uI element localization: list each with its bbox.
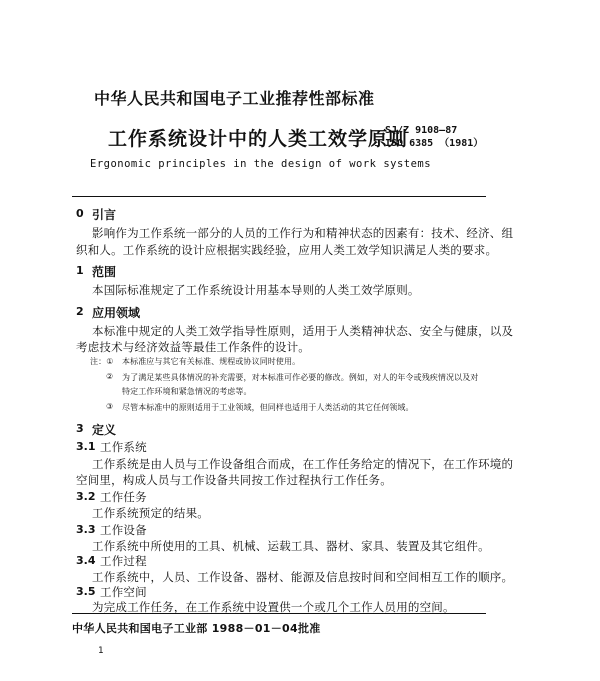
section-1-title: 范围 <box>92 265 117 279</box>
subsection-number: 3.4 <box>76 554 96 567</box>
subsection-title: 工作设备 <box>100 523 147 537</box>
subsection-number: 3.3 <box>76 523 96 536</box>
document-title: 工作系统设计中的人类工效学原则 <box>108 128 409 150</box>
note-1-text: 本标准应与其它有关标准、规程或协议同时使用。 <box>122 357 301 366</box>
english-title: Ergonomic principles in the design of work systems <box>90 158 432 170</box>
subsection-title: 工作任务 <box>100 490 147 504</box>
section-3-number: 3 <box>76 422 84 435</box>
subsection-line: 工作系统是由人员与工作设备组合而成，在工作任务给定的情况下，在工作环境的 <box>92 457 514 471</box>
subsection-number: 3.2 <box>76 490 96 503</box>
subsection-number: 3.5 <box>76 585 96 598</box>
section-0-title: 引言 <box>92 208 117 222</box>
subsection-title: 工作过程 <box>100 554 147 568</box>
note-2-marker: ② <box>106 372 114 381</box>
section-0-number: 0 <box>76 207 84 220</box>
subsection-title: 工作系统 <box>100 440 147 454</box>
subsection-title: 工作空间 <box>100 585 147 599</box>
note-2-text-cont: 特定工作环境和紧急情况的考虑等。 <box>122 387 252 396</box>
note-label: 注：① <box>90 357 114 366</box>
section-0-line: 影响作为工作系统一部分的人员的工作行为和精神状态的因素有：技术、经济、组 <box>92 226 514 240</box>
standard-code-iso: ISO 6385 （1981） <box>385 138 484 149</box>
approval-line: 中华人民共和国电子工业部 1988－01－04批准 <box>72 622 321 635</box>
subsection-line: 工作系统中，人员、工作设备、器材、能源及信息按时间和空间相互工作的顺序。 <box>92 570 514 584</box>
subsection-number: 3.1 <box>76 440 96 453</box>
section-2-line: 考虑技术与经济效益等最佳工作条件的设计。 <box>76 340 310 354</box>
subsection-line: 工作系统预定的结果。 <box>92 506 209 520</box>
standard-codes <box>385 124 483 150</box>
subsection-line: 空间里，构成人员与工作设备共同按工作过程执行工作任务。 <box>76 473 392 487</box>
page-number: 1 <box>98 646 104 656</box>
section-1-number: 1 <box>76 264 84 277</box>
note-3-marker: ③ <box>106 402 114 411</box>
header-divider <box>72 196 486 197</box>
section-2-number: 2 <box>76 305 84 318</box>
section-2-line: 本标准中规定的人类工效学指导性原则，适用于人类精神状态、安全与健康，以及 <box>92 324 514 338</box>
note-3-text: 尽管本标准中的原则适用于工业领域，但同样也适用于人类活动的其它任何领域。 <box>122 403 414 412</box>
note-2-text: 为了满足某些具体情况的补充需要，对本标准可作必要的修改。例如，对人的年令或残疾情况以及对 <box>122 373 479 382</box>
section-3-title: 定义 <box>92 423 117 437</box>
section-2-title: 应用领域 <box>92 306 141 320</box>
section-0-line: 织和人。工作系统的设计应根据实践经验，应用人类工效学知识满足人类的要求。 <box>76 243 498 257</box>
subsection-line: 工作系统中所使用的工具、机械、运载工具、器材、家具、装置及其它组件。 <box>92 539 490 553</box>
standard-category-heading: 中华人民共和国电子工业推荐性部标准 <box>94 89 375 108</box>
standard-code-sj: SJ/Z 9108—87 <box>385 125 458 136</box>
footer-divider <box>72 613 486 614</box>
subsection-line: 为完成工作任务，在工作系统中设置供一个或几个工作人员用的空间。 <box>92 600 455 614</box>
section-1-line: 本国际标准规定了工作系统设计用基本导则的人类工效学原则。 <box>92 283 420 297</box>
